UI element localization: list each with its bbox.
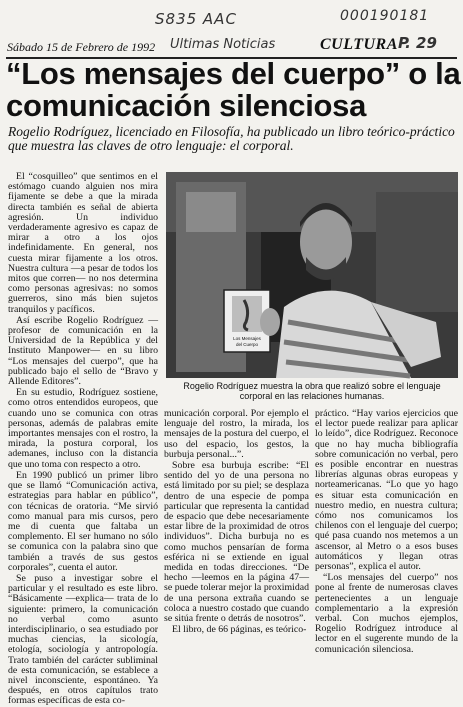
issue-date: Sábado 15 de Febrero de 1992 [7, 40, 156, 54]
handwritten-source-note: Ultimas Noticias [170, 37, 276, 52]
article-paragraph: En 1990 publicó un primer libro que se llamó “Comunicación activa, estrategias para hablar en público”, con técnicas de oratoria. “Me sirvió como manual para mis cursos, pero me di cuenta que faltaba un complemento. El ser humano no sólo se comunica con la palabra sino que también a través de sus gestos corporales”, cuenta el autor. [8, 469, 158, 573]
article-paragraph: En su estudio, Rodríguez sostiene, como otros entendidos europeos, que cuando uno se comunica con otras personas, además de palabras emite importantes mensajes con el rostro, la mirada, la postura corporal, los ademanes, incluso con la distancia que uno toma con respecto a otro. [8, 387, 158, 470]
article-photo [166, 172, 458, 378]
article-column-3 [315, 408, 458, 655]
photo-illustration [166, 172, 458, 378]
svg-text:del Cuerpo: del Cuerpo [235, 342, 259, 347]
book-cover-title: Los Mensajes [233, 336, 261, 341]
article-paragraph: Se puso a investigar sobre el particular y el resultado es este libro. “Básicamente —explica— trata de lo siguiente: primero, la comunicación no verbal como asunto interdisciplinario, o sea estudiado por muchas ciencias, la sicología, etología, sociología y antropología. Trato también del carácter subliminal de esta comunicación, se establece a nivel inconsciente, espontáneo. Ya después, en otros capítulos trato formas específicas de esta co- [8, 572, 158, 707]
article-paragraph: El “cosquilleo” que sentimos en el estómago cuando alguien nos mira fijamente se debe a que la mirada directa también es señal de abierta agresión. Un individuo verdaderamente agresivo es capaz de mirar a otro a los ojos indefinidamente. En general, nos cuesta mirar fijamente a los otros. Nuestra cultura —a pesar de todos los mitos que corren— no nos determina como personas agresivas: no somos guerreros, sino más bien sujetos tranquilos y pacíficos. [8, 171, 158, 315]
section-title: CULTURA [320, 36, 398, 53]
article-column-2 [164, 408, 309, 636]
photo-caption: Rogelio Rodríguez muestra la obra que realizó sobre el lenguaje corporal en las relaciones humanas. [183, 381, 441, 401]
archive-stamp-right: 000190181 [340, 8, 430, 24]
article-deck: Rogelio Rodríguez, licenciado en Filosofía, ha publicado un libro teórico-práctico que muestra las claves de otro lenguaje: el corporal. [8, 124, 455, 153]
article-paragraph: Sobre esa burbuja escribe: “El sentido del yo de una persona no está limitado por su piel; se desplaza dentro de una especie de pompa particular que representa la cantidad de espacio que debe necesariamente estar libre de la proximidad de otros individuos”. Dicha burbuja no es como muchos pensarían de forma esférica ni se extiende en igual medida en todas direcciones. “De hecho —leemos en la página 47— se puede tolerar mejor la proximidad de una persona extraña cuando se coloca a nuestro costado que cuando se sitúa frente o detrás de nosotros”. [164, 460, 309, 625]
article-headline: “Los mensajes del cuerpo” o la comunicación silenciosa [6, 56, 461, 123]
article-column-1 [8, 171, 158, 707]
article-paragraph: práctico. “Hay varios ejercicios que el lector puede realizar para aplicar lo leído”, dice Rodríguez. Reconoce que no hay mucha bibliografía sobre comunicación no verbal, pero es posible encontrar en nuestras librerías algunas obras europeas y norteamericanas. “Lo que yo hago es situar esta comunicación en nuestro medio, en nuestra cultura; cómo nos comunicamos los chilenos con el lenguaje del cuerpo; qué pasa cuando nos metemos a un ascensor, al Metro o a esos buses automáticos y llegan otras personas”, explica el autor. [315, 408, 458, 573]
handwritten-page-ref: P. 29 [398, 34, 437, 52]
article-paragraph: municación corporal. Por ejemplo el lenguaje del rostro, la mirada, los mensajes de la postura del cuerpo, el uso del espacio, los gestos, la burbuja personal...”. [164, 408, 309, 460]
article-paragraph: “Los mensajes del cuerpo” nos pone al frente de numerosas claves pertenecientes a un lenguaje complementario a la expresión verbal. Con muchos ejemplos, Rogelio Rodríguez introduce al lector en el sugerente mundo de la comunicación silenciosa. [315, 572, 458, 655]
article-paragraph: Así escribe Rogelio Rodríguez —profesor de comunicación en la Universidad de la República y del Instituto Manpower— en su libro “Los mensajes del cuerpo”, que ha publicado bajo el sello de “Bravo y Allende Editores”. [8, 314, 158, 388]
article-paragraph: El libro, de 66 páginas, es teórico- [172, 624, 307, 636]
archive-stamp-left: S835 AAC [155, 10, 237, 28]
